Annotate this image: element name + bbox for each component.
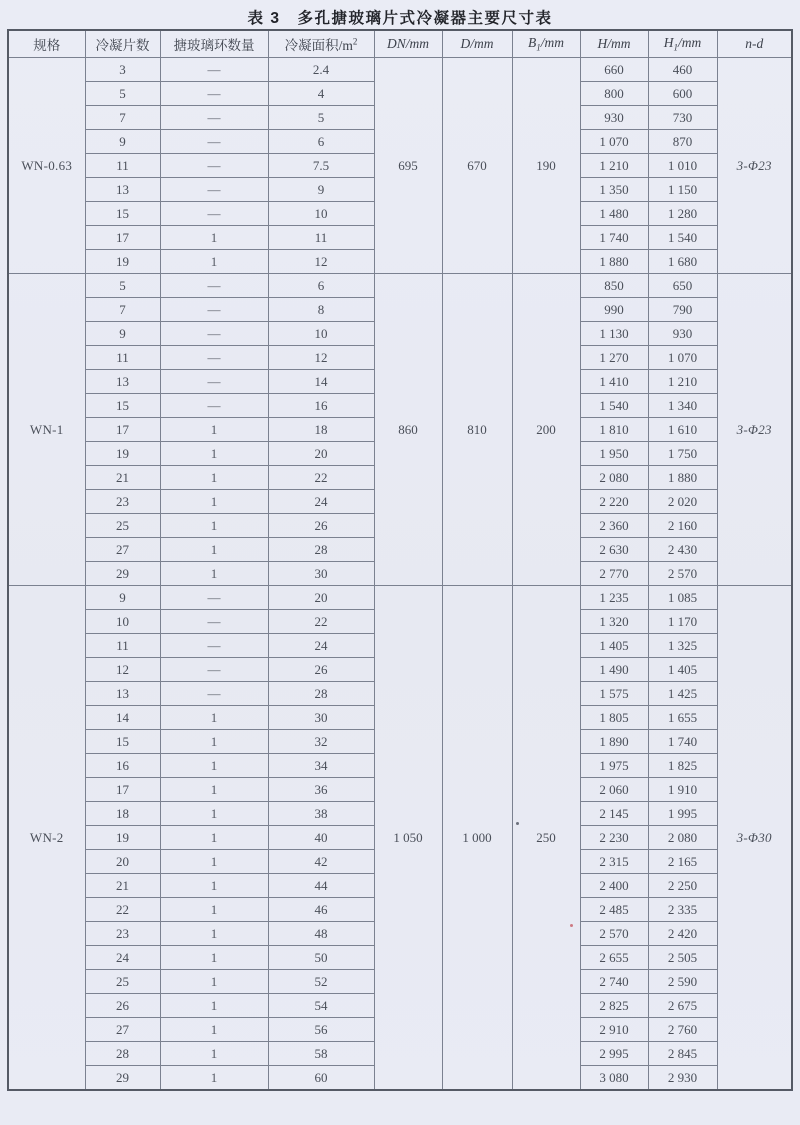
- cell-pieces: 5: [85, 82, 160, 106]
- col-header-segment: 规格: [33, 38, 61, 53]
- cell-h1: 2 420: [648, 922, 717, 946]
- cell-rings: —: [160, 106, 268, 130]
- cell-h1: 2 080: [648, 826, 717, 850]
- col-header-segment: /mm: [470, 36, 494, 51]
- cell-rings: —: [160, 394, 268, 418]
- cell-h: 1 805: [580, 706, 648, 730]
- cell-rings: 1: [160, 1066, 268, 1091]
- table-body: [8, 58, 792, 1091]
- cell-b1: 250: [512, 586, 580, 1091]
- cell-area: 38: [268, 802, 374, 826]
- cell-rings: 1: [160, 490, 268, 514]
- cell-pieces: 21: [85, 874, 160, 898]
- cell-area: 10: [268, 202, 374, 226]
- cell-h1: 1 910: [648, 778, 717, 802]
- cell-rings: 1: [160, 250, 268, 274]
- cell-h1: 2 845: [648, 1042, 717, 1066]
- cell-pieces: 27: [85, 1018, 160, 1042]
- cell-rings: —: [160, 346, 268, 370]
- cell-rings: 1: [160, 778, 268, 802]
- cell-area: 32: [268, 730, 374, 754]
- cell-h: 1 235: [580, 586, 648, 610]
- cell-area: 11: [268, 226, 374, 250]
- cell-pieces: 19: [85, 826, 160, 850]
- col-header-segment: n-d: [745, 36, 764, 51]
- cell-area: 28: [268, 682, 374, 706]
- cell-pieces: 29: [85, 1066, 160, 1091]
- cell-pieces: 9: [85, 130, 160, 154]
- cell-b1: 200: [512, 274, 580, 586]
- cell-area: 6: [268, 274, 374, 298]
- cell-rings: 1: [160, 1042, 268, 1066]
- cell-h: 850: [580, 274, 648, 298]
- cell-rings: —: [160, 82, 268, 106]
- cell-rings: 1: [160, 226, 268, 250]
- cell-h: 2 825: [580, 994, 648, 1018]
- cell-rings: 1: [160, 1018, 268, 1042]
- cell-pieces: 13: [85, 178, 160, 202]
- cell-area: 20: [268, 442, 374, 466]
- cell-rings: —: [160, 298, 268, 322]
- cell-pieces: 10: [85, 610, 160, 634]
- col-header-segment: 1: [673, 42, 678, 53]
- cell-h1: 650: [648, 274, 717, 298]
- cell-h: 2 995: [580, 1042, 648, 1066]
- cell-rings: 1: [160, 994, 268, 1018]
- cell-h: 1 405: [580, 634, 648, 658]
- cell-nd: 3-Φ23: [717, 58, 792, 274]
- cell-h1: 1 010: [648, 154, 717, 178]
- cell-spec: WN-1: [8, 274, 85, 586]
- cell-h1: 1 740: [648, 730, 717, 754]
- cell-pieces: 15: [85, 730, 160, 754]
- cell-h1: 1 325: [648, 634, 717, 658]
- cell-h1: 2 335: [648, 898, 717, 922]
- cell-h: 2 400: [580, 874, 648, 898]
- cell-area: 46: [268, 898, 374, 922]
- cell-area: 26: [268, 514, 374, 538]
- cell-pieces: 17: [85, 226, 160, 250]
- cell-rings: —: [160, 154, 268, 178]
- cell-h1: 2 505: [648, 946, 717, 970]
- cell-h1: 1 540: [648, 226, 717, 250]
- cell-rings: 1: [160, 802, 268, 826]
- cell-h1: 2 930: [648, 1066, 717, 1091]
- cell-rings: —: [160, 130, 268, 154]
- cell-h1: 2 675: [648, 994, 717, 1018]
- cell-rings: —: [160, 370, 268, 394]
- cell-area: 56: [268, 1018, 374, 1042]
- cell-rings: 1: [160, 874, 268, 898]
- cell-d: 810: [442, 274, 512, 586]
- cell-h: 1 880: [580, 250, 648, 274]
- cell-rings: 1: [160, 946, 268, 970]
- cell-area: 54: [268, 994, 374, 1018]
- cell-area: 12: [268, 250, 374, 274]
- cell-pieces: 7: [85, 106, 160, 130]
- cell-rings: —: [160, 610, 268, 634]
- cell-pieces: 12: [85, 658, 160, 682]
- cell-h: 1 950: [580, 442, 648, 466]
- cell-rings: 1: [160, 706, 268, 730]
- cell-rings: —: [160, 682, 268, 706]
- cell-pieces: 11: [85, 154, 160, 178]
- cell-area: 24: [268, 490, 374, 514]
- cell-h1: 1 610: [648, 418, 717, 442]
- cell-h: 2 060: [580, 778, 648, 802]
- cell-area: 30: [268, 706, 374, 730]
- col-header-b1: [512, 30, 580, 58]
- cell-area: 12: [268, 346, 374, 370]
- cell-dn: 1 050: [374, 586, 442, 1091]
- cell-h: 1 975: [580, 754, 648, 778]
- cell-h1: 870: [648, 130, 717, 154]
- cell-area: 40: [268, 826, 374, 850]
- cell-h: 2 360: [580, 514, 648, 538]
- col-header-h: [580, 30, 648, 58]
- dimensions-table: [7, 29, 793, 1091]
- cell-h1: 1 680: [648, 250, 717, 274]
- cell-h1: 1 210: [648, 370, 717, 394]
- cell-pieces: 19: [85, 442, 160, 466]
- cell-pieces: 28: [85, 1042, 160, 1066]
- cell-pieces: 20: [85, 850, 160, 874]
- cell-area: 26: [268, 658, 374, 682]
- cell-h: 1 740: [580, 226, 648, 250]
- cell-h: 1 810: [580, 418, 648, 442]
- cell-h1: 600: [648, 82, 717, 106]
- cell-h1: 1 070: [648, 346, 717, 370]
- cell-h: 1 480: [580, 202, 648, 226]
- cell-h1: 930: [648, 322, 717, 346]
- cell-h1: 1 170: [648, 610, 717, 634]
- cell-area: 10: [268, 322, 374, 346]
- cell-h: 1 070: [580, 130, 648, 154]
- cell-h: 2 315: [580, 850, 648, 874]
- cell-h: 1 410: [580, 370, 648, 394]
- cell-pieces: 14: [85, 706, 160, 730]
- cell-area: 18: [268, 418, 374, 442]
- cell-area: 7.5: [268, 154, 374, 178]
- cell-rings: 1: [160, 754, 268, 778]
- cell-h: 2 740: [580, 970, 648, 994]
- cell-h: 930: [580, 106, 648, 130]
- cell-rings: —: [160, 658, 268, 682]
- col-header-segment: /mm: [405, 36, 429, 51]
- cell-pieces: 29: [85, 562, 160, 586]
- col-header-segment: H: [663, 35, 674, 51]
- cell-pieces: 7: [85, 298, 160, 322]
- col-header-spec: [8, 30, 85, 58]
- cell-h: 2 145: [580, 802, 648, 826]
- cell-rings: —: [160, 586, 268, 610]
- cell-spec: WN-0.63: [8, 58, 85, 274]
- cell-rings: 1: [160, 850, 268, 874]
- col-header-segment: DN: [386, 36, 406, 51]
- cell-rings: 1: [160, 970, 268, 994]
- cell-h1: 2 160: [648, 514, 717, 538]
- cell-h: 660: [580, 58, 648, 82]
- cell-h1: 2 590: [648, 970, 717, 994]
- cell-pieces: 25: [85, 514, 160, 538]
- cell-h: 990: [580, 298, 648, 322]
- cell-area: 24: [268, 634, 374, 658]
- cell-area: 6: [268, 130, 374, 154]
- col-header-segment: 1: [536, 42, 541, 53]
- cell-h: 1 270: [580, 346, 648, 370]
- cell-h: 1 490: [580, 658, 648, 682]
- cell-pieces: 17: [85, 418, 160, 442]
- cell-area: 30: [268, 562, 374, 586]
- col-header-segment: B: [528, 35, 537, 51]
- col-header-h1: [648, 30, 717, 58]
- cell-h: 800: [580, 82, 648, 106]
- cell-h1: 460: [648, 58, 717, 82]
- cell-rings: —: [160, 634, 268, 658]
- cell-rings: —: [160, 322, 268, 346]
- cell-area: 16: [268, 394, 374, 418]
- cell-area: 48: [268, 922, 374, 946]
- col-header-segment: D: [460, 36, 471, 51]
- cell-pieces: 22: [85, 898, 160, 922]
- cell-rings: —: [160, 274, 268, 298]
- table-row: [8, 586, 792, 610]
- cell-area: 42: [268, 850, 374, 874]
- cell-dn: 860: [374, 274, 442, 586]
- cell-pieces: 17: [85, 778, 160, 802]
- cell-area: 36: [268, 778, 374, 802]
- cell-area: 44: [268, 874, 374, 898]
- cell-pieces: 11: [85, 346, 160, 370]
- cell-h: 1 350: [580, 178, 648, 202]
- cell-area: 4: [268, 82, 374, 106]
- cell-nd: 3-Φ23: [717, 274, 792, 586]
- cell-pieces: 11: [85, 634, 160, 658]
- cell-dn: 695: [374, 58, 442, 274]
- cell-area: 2.4: [268, 58, 374, 82]
- cell-h: 3 080: [580, 1066, 648, 1091]
- cell-rings: —: [160, 202, 268, 226]
- col-header-area: [268, 30, 374, 58]
- cell-h: 2 220: [580, 490, 648, 514]
- cell-d: 1 000: [442, 586, 512, 1091]
- cell-h: 1 540: [580, 394, 648, 418]
- cell-h1: 2 020: [648, 490, 717, 514]
- cell-h1: 2 570: [648, 562, 717, 586]
- cell-h1: 1 340: [648, 394, 717, 418]
- cell-area: 60: [268, 1066, 374, 1091]
- cell-h1: 1 750: [648, 442, 717, 466]
- cell-h1: 2 165: [648, 850, 717, 874]
- cell-pieces: 13: [85, 682, 160, 706]
- cell-h: 1 210: [580, 154, 648, 178]
- cell-h1: 1 425: [648, 682, 717, 706]
- scan-artifact-red-speck: [570, 924, 573, 927]
- col-header-segment: 2: [352, 36, 358, 47]
- cell-pieces: 19: [85, 250, 160, 274]
- cell-area: 20: [268, 586, 374, 610]
- cell-area: 50: [268, 946, 374, 970]
- cell-rings: 1: [160, 466, 268, 490]
- scan-artifact-dot: [516, 822, 519, 825]
- cell-rings: 1: [160, 922, 268, 946]
- col-header-pieces: [85, 30, 160, 58]
- cell-area: 34: [268, 754, 374, 778]
- col-header-nd: [717, 30, 792, 58]
- cell-h1: 1 405: [648, 658, 717, 682]
- cell-h1: 1 280: [648, 202, 717, 226]
- cell-h: 2 655: [580, 946, 648, 970]
- cell-h: 2 485: [580, 898, 648, 922]
- cell-area: 9: [268, 178, 374, 202]
- cell-h1: 2 430: [648, 538, 717, 562]
- cell-b1: 190: [512, 58, 580, 274]
- table-row: [8, 274, 792, 298]
- cell-h1: 1 085: [648, 586, 717, 610]
- cell-pieces: 9: [85, 322, 160, 346]
- cell-rings: —: [160, 178, 268, 202]
- cell-pieces: 18: [85, 802, 160, 826]
- cell-h1: 730: [648, 106, 717, 130]
- cell-h: 2 080: [580, 466, 648, 490]
- cell-rings: 1: [160, 538, 268, 562]
- col-header-d: [442, 30, 512, 58]
- cell-pieces: 13: [85, 370, 160, 394]
- cell-h1: 2 760: [648, 1018, 717, 1042]
- cell-pieces: 26: [85, 994, 160, 1018]
- col-header-segment: 搪玻璃环数量: [173, 38, 255, 53]
- cell-h1: 2 250: [648, 874, 717, 898]
- table-header: [8, 30, 792, 58]
- cell-h: 2 570: [580, 922, 648, 946]
- cell-h: 2 630: [580, 538, 648, 562]
- cell-area: 5: [268, 106, 374, 130]
- cell-h: 1 890: [580, 730, 648, 754]
- cell-rings: —: [160, 58, 268, 82]
- col-header-segment: /mm: [678, 35, 702, 51]
- cell-area: 22: [268, 610, 374, 634]
- col-header-segment: /mm: [607, 36, 631, 51]
- cell-nd: 3-Φ30: [717, 586, 792, 1091]
- cell-pieces: 24: [85, 946, 160, 970]
- cell-d: 670: [442, 58, 512, 274]
- col-header-segment: /mm: [540, 35, 564, 51]
- cell-pieces: 5: [85, 274, 160, 298]
- table-title: 表 3 多孔搪玻璃片式冷凝器主要尺寸表: [247, 10, 553, 27]
- col-header-segment: 冷凝面积/m: [284, 38, 353, 53]
- cell-rings: 1: [160, 898, 268, 922]
- cell-pieces: 16: [85, 754, 160, 778]
- cell-h1: 1 655: [648, 706, 717, 730]
- cell-rings: 1: [160, 514, 268, 538]
- col-header-segment: H: [597, 36, 608, 51]
- cell-area: 8: [268, 298, 374, 322]
- cell-pieces: 9: [85, 586, 160, 610]
- cell-area: 58: [268, 1042, 374, 1066]
- cell-h1: 1 825: [648, 754, 717, 778]
- cell-h: 2 910: [580, 1018, 648, 1042]
- cell-pieces: 21: [85, 466, 160, 490]
- cell-rings: 1: [160, 418, 268, 442]
- cell-rings: 1: [160, 562, 268, 586]
- cell-area: 52: [268, 970, 374, 994]
- cell-pieces: 23: [85, 490, 160, 514]
- cell-pieces: 27: [85, 538, 160, 562]
- col-header-segment: 冷凝片数: [95, 38, 150, 53]
- cell-area: 28: [268, 538, 374, 562]
- cell-h1: 1 880: [648, 466, 717, 490]
- cell-pieces: 3: [85, 58, 160, 82]
- cell-area: 22: [268, 466, 374, 490]
- header-row: [8, 30, 792, 58]
- cell-pieces: 15: [85, 394, 160, 418]
- col-header-rings: [160, 30, 268, 58]
- cell-h1: 1 995: [648, 802, 717, 826]
- table-row: [8, 58, 792, 82]
- cell-h1: 790: [648, 298, 717, 322]
- cell-h: 2 770: [580, 562, 648, 586]
- cell-h: 1 130: [580, 322, 648, 346]
- cell-h1: 1 150: [648, 178, 717, 202]
- cell-pieces: 15: [85, 202, 160, 226]
- cell-spec: WN-2: [8, 586, 85, 1091]
- cell-rings: 1: [160, 730, 268, 754]
- cell-h: 1 320: [580, 610, 648, 634]
- cell-rings: 1: [160, 442, 268, 466]
- cell-area: 14: [268, 370, 374, 394]
- cell-h: 1 575: [580, 682, 648, 706]
- cell-h: 2 230: [580, 826, 648, 850]
- cell-pieces: 25: [85, 970, 160, 994]
- col-header-dn: [374, 30, 442, 58]
- cell-rings: 1: [160, 826, 268, 850]
- cell-pieces: 23: [85, 922, 160, 946]
